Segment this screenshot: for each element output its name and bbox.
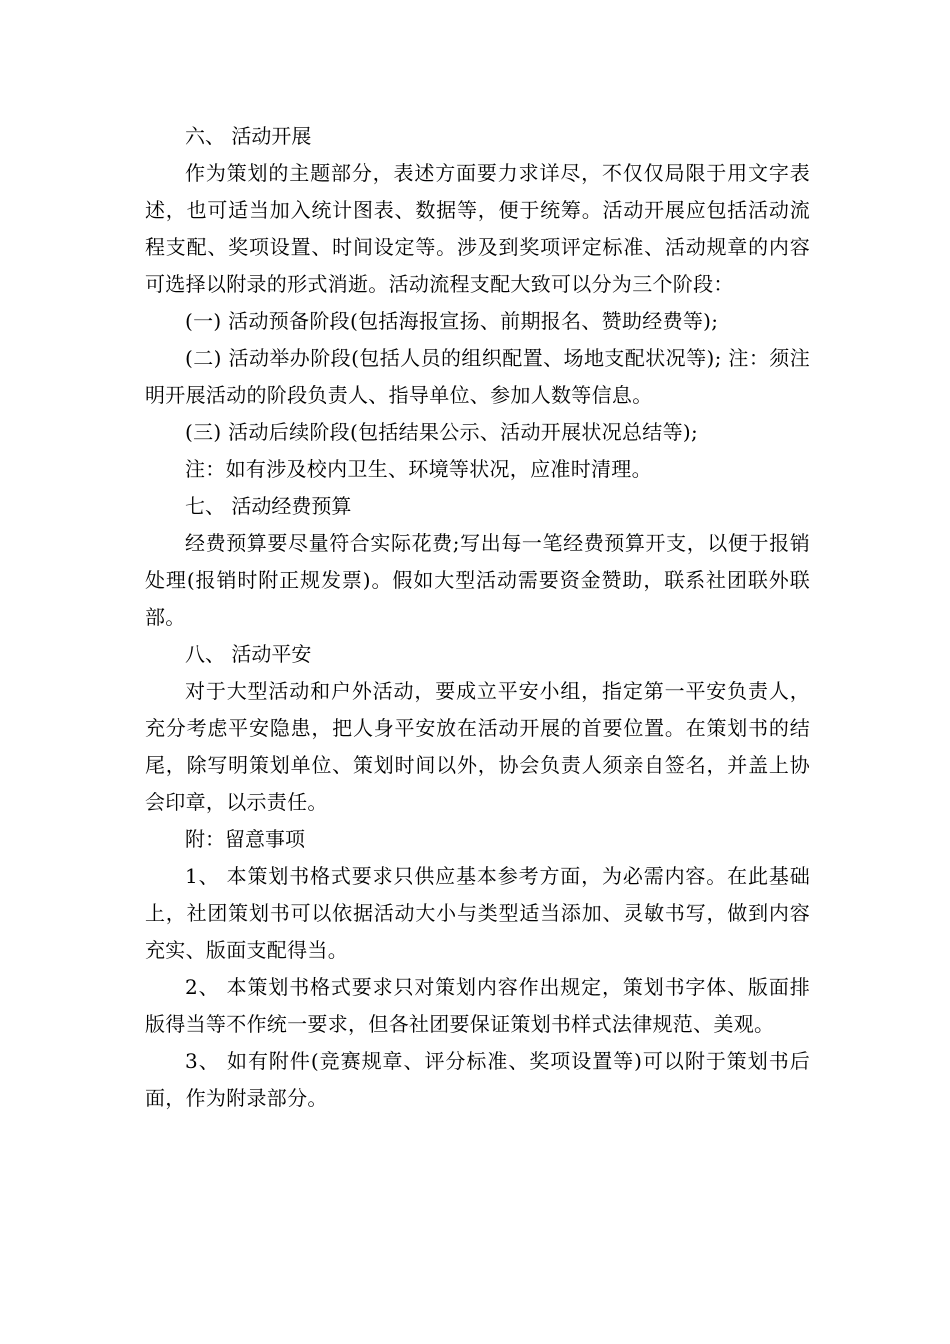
paragraph-safety: 对于大型活动和户外活动，要成立平安小组，指定第一平安负责人，充分考虑平安隐患，把人身平安放在活动开展的首要位置。在策划书的结尾，除写明策划单位、策划时间以外，协会负责人须亲自签名，并盖上协会印章，以示责任。 <box>145 679 810 814</box>
section-heading-activity-development: 六、 活动开展 <box>185 124 312 148</box>
paragraph-stage-preparation: (一) 活动预备阶段(包括海报宣扬、前期报名、赞助经费等); <box>185 309 719 333</box>
paragraph-appendix-item-2: 2、 本策划书格式要求只对策划内容作出规定，策划书字体、版面排版得当等不作统一要求，但各社团要保证策划书样式法律规范、美观。 <box>145 975 810 1036</box>
paragraph-stage-followup: (三) 活动后续阶段(包括结果公示、活动开展状况总结等); <box>185 420 699 444</box>
section-heading-appendix: 附：留意事项 <box>185 827 305 851</box>
section-heading-safety: 八、 活动平安 <box>185 642 312 666</box>
paragraph-budget: 经费预算要尽量符合实际花费;写出每一笔经费预算开支，以便于报销处理(报销时附正规发票)。假如大型活动需要资金赞助，联系社团联外联部。 <box>145 531 810 629</box>
paragraph-cleanup-note: 注：如有涉及校内卫生、环境等状况，应准时清理。 <box>185 457 652 481</box>
paragraph-appendix-item-1: 1、 本策划书格式要求只供应基本参考方面，为必需内容。在此基础上，社团策划书可以依据活动大小与类型适当添加、灵敏书写，做到内容充实、版面支配得当。 <box>145 864 810 962</box>
section-heading-budget: 七、 活动经费预算 <box>185 494 352 518</box>
paragraph-appendix-item-3: 3、 如有附件(竞赛规章、评分标准、奖项设置等)可以附于策划书后面，作为附录部分。 <box>145 1049 810 1110</box>
paragraph-stage-hosting: (二) 活动举办阶段(包括人员的组织配置、场地支配状况等); 注：须注明开展活动的阶段负责人、指导单位、参加人数等信息。 <box>145 346 810 407</box>
paragraph-activity-development-intro: 作为策划的主题部分，表述方面要力求详尽，不仅仅局限于用文字表述，也可适当加入统计图表、数据等，便于统筹。活动开展应包括活动流程支配、奖项设置、时间设定等。涉及到奖项评定标准、活动规章的内容可选择以附录的形式消逝。活动流程支配大致可以分为三个阶段： <box>145 161 810 296</box>
document-page <box>145 118 810 1117</box>
